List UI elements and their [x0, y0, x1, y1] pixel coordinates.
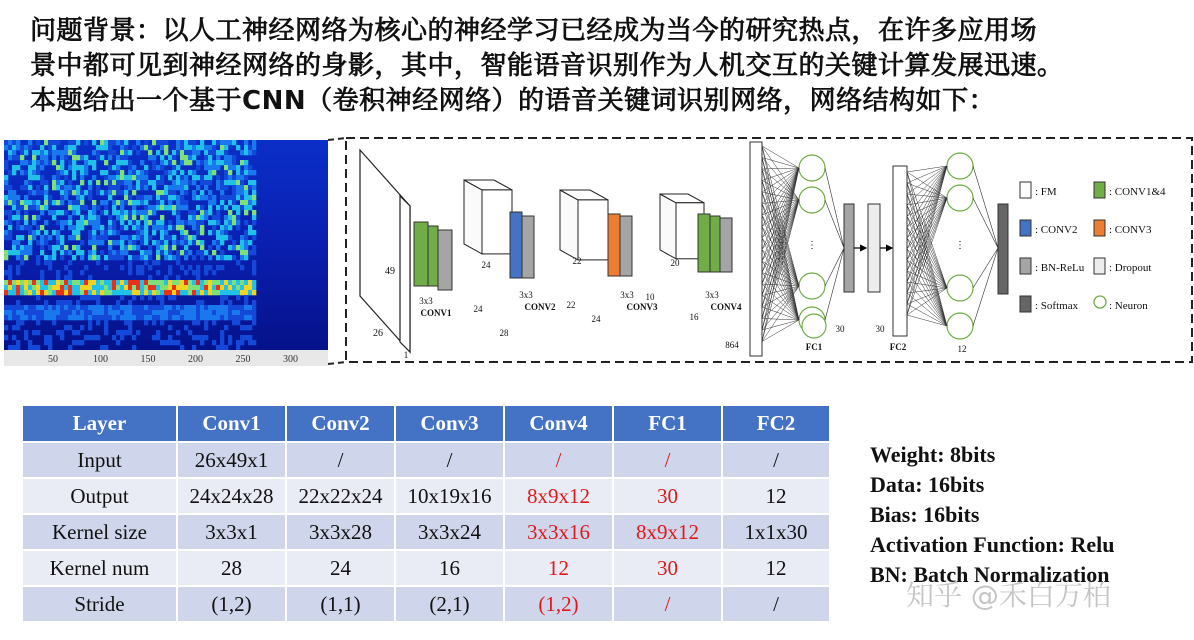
legend-swatch [1020, 258, 1031, 274]
legend-swatch [1020, 182, 1031, 198]
title-line-3: 本题给出一个基于CNN（卷积神经网络）的语音关键词识别网络，网络结构如下： [30, 86, 996, 116]
output-neuron [947, 185, 973, 211]
conv2-bn-relu [522, 216, 534, 278]
zoom-connector [320, 136, 360, 366]
fc2-label: FC2 [889, 342, 907, 352]
legend-swatch [1094, 182, 1105, 198]
zhihu-watermark: 知乎 @禾白万柏 [906, 579, 1111, 612]
conv4-kernel [698, 214, 710, 272]
conv3-bn-relu [620, 216, 632, 276]
legend-label: : CONV1&4 [1109, 186, 1166, 198]
legend-swatch [1094, 258, 1105, 274]
table-row [22, 550, 830, 586]
fc1-size-label: 30 [835, 324, 845, 334]
conv2-kernel-size: 3x3 [519, 290, 533, 300]
table-cell: 8x9x12 [613, 514, 722, 550]
header-conv2: Conv2 [286, 405, 395, 442]
legend-label: : Neuron [1109, 300, 1148, 312]
row-label: Output [22, 478, 177, 514]
fm1-width-label: 24 [473, 304, 483, 314]
fm2-height-label: 22 [572, 256, 582, 266]
table-cell: / [286, 442, 395, 478]
table-cell: 3x3x28 [286, 514, 395, 550]
header-conv4: Conv4 [504, 405, 613, 442]
header-conv1: Conv1 [177, 405, 286, 442]
conv3-kernel [608, 214, 620, 276]
fm3-width-label: 10 [645, 292, 655, 302]
conv1-kernel [414, 222, 428, 286]
title-line-2: 景中都可见到神经网络的身影，其中，智能语音识别作为人机交互的关键计算发展迅速。 [30, 51, 1064, 81]
softmax-layer [998, 204, 1008, 294]
legend-swatch [1020, 220, 1031, 236]
conv4-label: CONV4 [710, 302, 742, 312]
header-conv3: Conv3 [395, 405, 504, 442]
legend-label: : FM [1035, 186, 1057, 198]
conv2-kernel [510, 212, 522, 278]
output-neuron [947, 153, 973, 179]
table-cell: (1,2) [177, 586, 286, 622]
fc2-in-size-label: 30 [875, 324, 885, 334]
row-label: Kernel size [22, 514, 177, 550]
fc1-neuron [799, 155, 825, 181]
fc1-bn-relu [844, 204, 854, 292]
table-cell: 12 [504, 550, 613, 586]
table-cell: (1,2) [504, 586, 613, 622]
table-cell: / [613, 586, 722, 622]
table-cell: 12 [722, 478, 830, 514]
legend-label: : Softmax [1035, 300, 1079, 312]
fm1-height-label: 24 [481, 260, 491, 270]
table-cell: 24x24x28 [177, 478, 286, 514]
table-cell: / [722, 586, 830, 622]
conv1-label: CONV1 [420, 308, 452, 318]
note-weight: Weight: 8bits [870, 442, 996, 467]
output-size-label: 12 [957, 344, 967, 354]
table-cell: / [395, 442, 504, 478]
table-cell: 10x19x16 [395, 478, 504, 514]
table-row [22, 442, 830, 478]
spectrogram-tick-label: 300 [283, 354, 298, 365]
table-cell: 30 [613, 550, 722, 586]
row-label: Stride [22, 586, 177, 622]
precision-notes [870, 440, 1114, 590]
fc1-dropout [868, 204, 880, 292]
table-row [22, 586, 830, 622]
fc1-neuron [802, 314, 826, 338]
spectrogram-tick-label: 150 [140, 354, 156, 365]
conv3-kernel-size: 3x3 [620, 290, 634, 300]
legend [1020, 182, 1166, 312]
fc1-label: FC1 [805, 342, 823, 352]
table-cell: / [722, 442, 830, 478]
conv4-kernel [710, 216, 720, 272]
legend-swatch [1020, 296, 1031, 312]
fc1-ellipsis: ⋮ [807, 240, 817, 251]
conv2-label: CONV2 [524, 302, 556, 312]
fm3-height-label: 20 [670, 258, 680, 268]
legend-label: : CONV3 [1109, 224, 1152, 236]
spectrogram-tick-label: 100 [93, 354, 108, 365]
table-row [22, 514, 830, 550]
spectrogram-tick-label: 250 [235, 354, 251, 365]
conv1-bn-relu [438, 230, 452, 290]
table-cell: (2,1) [395, 586, 504, 622]
conv4-bn-relu [720, 218, 732, 272]
table-cell: / [504, 442, 613, 478]
fc1-neuron [799, 187, 825, 213]
legend-label: : BN-ReLu [1035, 262, 1085, 274]
table-cell: 24 [286, 550, 395, 586]
output-neuron [947, 275, 973, 301]
fm3-depth-label: 16 [689, 312, 699, 322]
flatten-size-label: 864 [725, 340, 739, 350]
fc1-neuron [799, 273, 825, 299]
legend-label: : Dropout [1109, 262, 1152, 274]
conv1-kernel [428, 226, 438, 286]
row-label: Input [22, 442, 177, 478]
legend-label: : CONV2 [1035, 224, 1078, 236]
note-bn: BN: Batch Normalization [870, 562, 1110, 587]
input-width-label: 26 [373, 328, 383, 339]
input-height-label: 49 [385, 266, 395, 277]
fm2-channel-label: 24 [591, 314, 601, 324]
table-cell: 30 [613, 478, 722, 514]
conv3-feature-map [660, 194, 704, 259]
table-cell: 26x49x1 [177, 442, 286, 478]
conv2-feature-map [560, 190, 608, 260]
conv4-kernel-size: 3x3 [705, 290, 719, 300]
layer-parameter-table [21, 404, 831, 623]
legend-neuron-swatch [1094, 296, 1106, 308]
table-cell: 12 [722, 550, 830, 586]
spectrogram-tick-label: 200 [188, 354, 203, 365]
table-cell: 1x1x30 [722, 514, 830, 550]
note-bias: Bias: 16bits [870, 502, 980, 527]
conv1-kernel-size: 3x3 [419, 296, 433, 306]
note-data: Data: 16bits [870, 472, 985, 497]
input-channel-label: 1 [403, 350, 409, 360]
conv3-label: CONV3 [626, 302, 658, 312]
header-fc1: FC1 [613, 405, 722, 442]
fc2-input-vector [893, 166, 907, 336]
header-fc2: FC2 [722, 405, 830, 442]
table-cell: (1,1) [286, 586, 395, 622]
table-cell: 3x3x24 [395, 514, 504, 550]
table-cell: 28 [177, 550, 286, 586]
table-cell: 3x3x16 [504, 514, 613, 550]
legend-swatch [1094, 220, 1105, 236]
flatten-vector [750, 142, 762, 356]
table-cell: 3x3x1 [177, 514, 286, 550]
speech-spectrogram [4, 140, 328, 366]
title-line-1: 问题背景：以人工神经网络为核心的神经学习已经成为当今的研究热点，在许多应用场 [30, 16, 1038, 46]
table-row [22, 478, 830, 514]
table-cell: / [613, 442, 722, 478]
table-cell: 16 [395, 550, 504, 586]
cnn-architecture-diagram [340, 136, 1194, 366]
note-activation: Activation Function: Relu [870, 532, 1115, 557]
row-label: Kernel num [22, 550, 177, 586]
spectrogram-tick-label: 50 [48, 354, 58, 365]
fm1-channel-label: 28 [499, 328, 509, 338]
conv1-feature-map [464, 180, 512, 254]
output-neuron [947, 313, 973, 339]
problem-background-text [30, 14, 1190, 119]
table-cell: 8x9x12 [504, 478, 613, 514]
fm2-width-label: 22 [566, 300, 576, 310]
table-cell: 22x22x24 [286, 478, 395, 514]
input-feature-map [360, 150, 410, 360]
output-ellipsis: ⋮ [955, 240, 965, 251]
table-header-row [22, 405, 830, 442]
header-layer: Layer [22, 405, 177, 442]
